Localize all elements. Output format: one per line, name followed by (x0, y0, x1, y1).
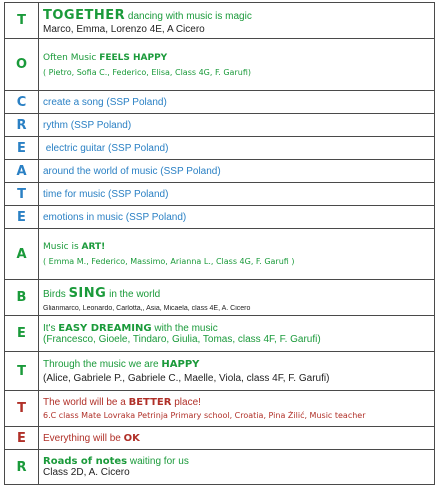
phrase-text: waiting for us (127, 456, 189, 467)
acrostic-letter: O (5, 39, 39, 91)
acrostic-letter: A (5, 160, 39, 183)
phrase-text: with the music (151, 322, 218, 334)
highlight-word: FEELS HAPPY (99, 52, 168, 63)
table-row (5, 91, 435, 114)
row-content (39, 352, 435, 391)
highlight-word: ART! (81, 242, 106, 252)
highlight-word: EASY DREAMING (58, 322, 152, 334)
highlight-word: BETTER (128, 397, 172, 408)
row-content (39, 3, 435, 39)
phrase-text: The world will be a (43, 397, 129, 408)
phrase-text: dancing with music is magic (125, 11, 252, 22)
phrase-text: place! (171, 397, 201, 408)
table-row (5, 114, 435, 137)
phrase-text: Through the music we are (43, 358, 162, 370)
author-credit: ( Emma M., Federico, Massimo, Arianna L., Class 4G, F. Garufi ) (43, 257, 295, 266)
acrostic-letter: A (5, 229, 39, 280)
table-row (5, 352, 435, 391)
acrostic-letter: E (5, 206, 39, 229)
author-credit: Class 2D, A. Cicero (43, 467, 130, 478)
highlight-word: Roads of notes (43, 456, 128, 467)
phrase-text: Everything will be (43, 432, 124, 444)
acrostic-letter: T (5, 352, 39, 391)
highlight-word: HAPPY (161, 358, 200, 370)
acrostic-table (4, 2, 435, 485)
highlight-word: SING (68, 285, 107, 301)
acrostic-letter: E (5, 427, 39, 450)
table-row (5, 3, 435, 39)
highlight-word: TOGETHER (43, 8, 126, 23)
phrase-text: electric guitar (SSP Poland) (39, 137, 435, 160)
acrostic-letter: R (5, 450, 39, 485)
author-credit: 6.C class Mate Lovraka Petrinja Primary school, Croatia, Pina Žilić, Music teacher (43, 411, 366, 420)
author-credit: (Francesco, Gioele, Tindaro, Giulia, Tomas, class 4F, F. Garufi) (43, 333, 321, 345)
table-row (5, 391, 435, 427)
phrase-text: Often Music (43, 52, 100, 63)
acrostic-letter: C (5, 91, 39, 114)
table-row (5, 183, 435, 206)
author-credit: ( Pietro, Sofia C., Federico, Elisa, Class 4G, F. Garufi) (43, 67, 251, 77)
phrase-text: around the world of music (SSP Poland) (39, 160, 435, 183)
table-row (5, 206, 435, 229)
author-credit: Marco, Emma, Lorenzo 4E, A Cicero (43, 24, 205, 35)
phrase-text: Birds (43, 288, 69, 300)
phrase-text: emotions in music (SSP Poland) (39, 206, 435, 229)
phrase-text: time for music (SSP Poland) (39, 183, 435, 206)
author-credit: Glianmarco, Leonardo, Carlotta,, Asia, Micaela, class 4E, A. Cicero (43, 304, 251, 312)
table-row (5, 280, 435, 316)
acrostic-letter: E (5, 137, 39, 160)
acrostic-letter: E (5, 316, 39, 352)
phrase-text: in the world (106, 288, 161, 300)
table-row (5, 160, 435, 183)
row-content (39, 39, 435, 91)
acrostic-letter: T (5, 3, 39, 39)
row-content (39, 450, 435, 485)
row-content (39, 316, 435, 352)
acrostic-letter: R (5, 114, 39, 137)
acrostic-letter: B (5, 280, 39, 316)
phrase-text: create a song (SSP Poland) (39, 91, 435, 114)
table-row (5, 450, 435, 485)
row-content (39, 391, 435, 427)
table-row (5, 229, 435, 280)
acrostic-letter: T (5, 183, 39, 206)
row-content (39, 280, 435, 316)
row-content (39, 229, 435, 280)
acrostic-letter: T (5, 391, 39, 427)
table-row (5, 316, 435, 352)
table-row (5, 137, 435, 160)
phrase-text: rythm (SSP Poland) (39, 114, 435, 137)
table-row (5, 427, 435, 450)
phrase-text: Music is (43, 242, 82, 252)
highlight-word: OK (123, 432, 140, 444)
row-content (39, 427, 435, 450)
author-credit: (Alice, Gabriele P., Gabriele C., Maelle, Viola, class 4F, F. Garufi) (43, 372, 330, 384)
phrase-text: It's (43, 322, 59, 334)
table-row (5, 39, 435, 91)
